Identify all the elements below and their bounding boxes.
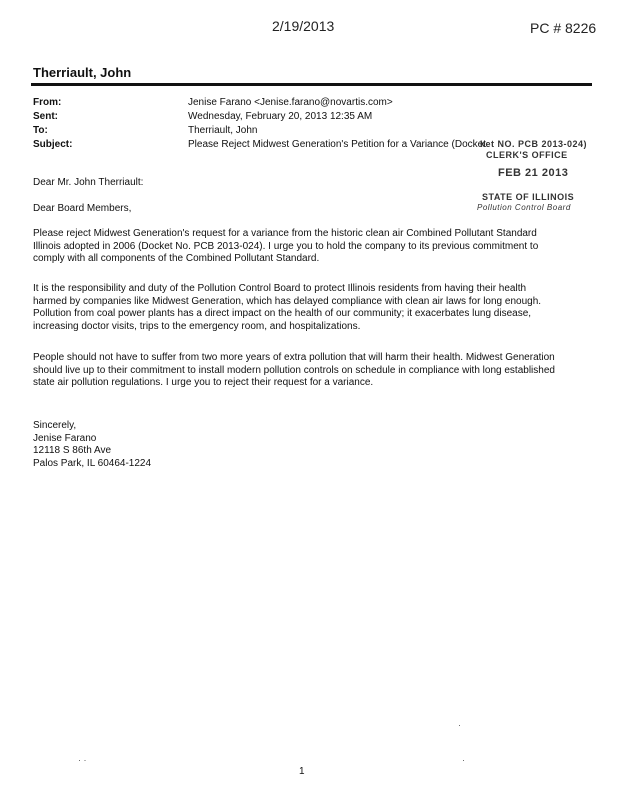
pc-number: PC # 8226: [530, 20, 597, 36]
paragraph-1: [33, 228, 593, 266]
to-value: Therriault, John: [188, 125, 258, 136]
paragraph-3: [33, 352, 593, 390]
received-date-stamp: FEB 21 2013: [498, 167, 569, 179]
closing: Sincerely,: [33, 420, 77, 431]
paragraph-line: comply with all components of the Combined Pollutant Standard.: [33, 253, 320, 265]
signature-block: [33, 420, 593, 470]
salutation-john: Dear Mr. John Therriault:: [33, 177, 144, 188]
header-divider: [31, 83, 592, 86]
paragraph-line: Please reject Midwest Generation's request for a variance from the historic clean air Combined Pollutant Standard: [33, 228, 537, 239]
paragraph-line: increasing doctor visits, trips to the emergency room, and hospitalizations.: [33, 320, 361, 332]
scan-speck: ·: [462, 755, 465, 765]
clerks-office-stamp: CLERK'S OFFICE: [486, 150, 568, 160]
signature-city: Palos Park, IL 60464-1224: [33, 457, 152, 469]
to-label: To:: [33, 125, 48, 136]
subject-label: Subject:: [33, 139, 73, 150]
scan-speck: · ·: [78, 755, 87, 765]
from-value: Jenise Farano <Jenise.farano@novartis.com>: [188, 97, 393, 108]
fax-date: 2/19/2013: [272, 18, 335, 34]
signature-name: Jenise Farano: [33, 432, 97, 444]
paragraph-line: should live up to their commitment to install modern pollution controls on schedule in compliance with long established: [33, 364, 555, 376]
paragraph-line: harmed by companies like Midwest Generation, which has delayed compliance with clean air laws for long enough.: [33, 295, 542, 307]
signature-street: 12118 S 86th Ave: [33, 445, 112, 457]
salutation-board: Dear Board Members,: [33, 203, 132, 214]
paragraph-2: [33, 283, 593, 333]
control-board-stamp: Pollution Control Board: [477, 203, 571, 212]
mailbox-owner: Therriault, John: [33, 65, 132, 80]
paragraph-line: People should not have to suffer from two more years of extra pollution that will harm their health. Midwest Generation: [33, 352, 555, 363]
paragraph-line: It is the responsibility and duty of the Pollution Control Board to protect Illinois residents from having their health: [33, 283, 527, 294]
paragraph-line: Pollution from coal power plants has a direct impact on the health of our community; it exacerbates lung disease,: [33, 308, 532, 320]
state-of-illinois-stamp: STATE OF ILLINOIS: [482, 192, 575, 202]
subject-value: Please Reject Midwest Generation's Petition for a Variance (Docket: [188, 139, 486, 150]
paragraph-line: Illinois adopted in 2006 (Docket No. PCB 2013-024). I urge you to hold the company to its previous commitment to: [33, 240, 539, 252]
docket-stamp-text: ket NO. PCB 2013-024): [480, 139, 588, 149]
sent-label: Sent:: [33, 111, 58, 122]
paragraph-line: state air pollution regulations. I urge you to reject their request for a variance.: [33, 377, 374, 389]
scan-speck: ·: [458, 720, 461, 730]
page-number: 1: [299, 766, 305, 777]
from-label: From:: [33, 97, 62, 108]
sent-value: Wednesday, February 20, 2013 12:35 AM: [188, 111, 373, 122]
